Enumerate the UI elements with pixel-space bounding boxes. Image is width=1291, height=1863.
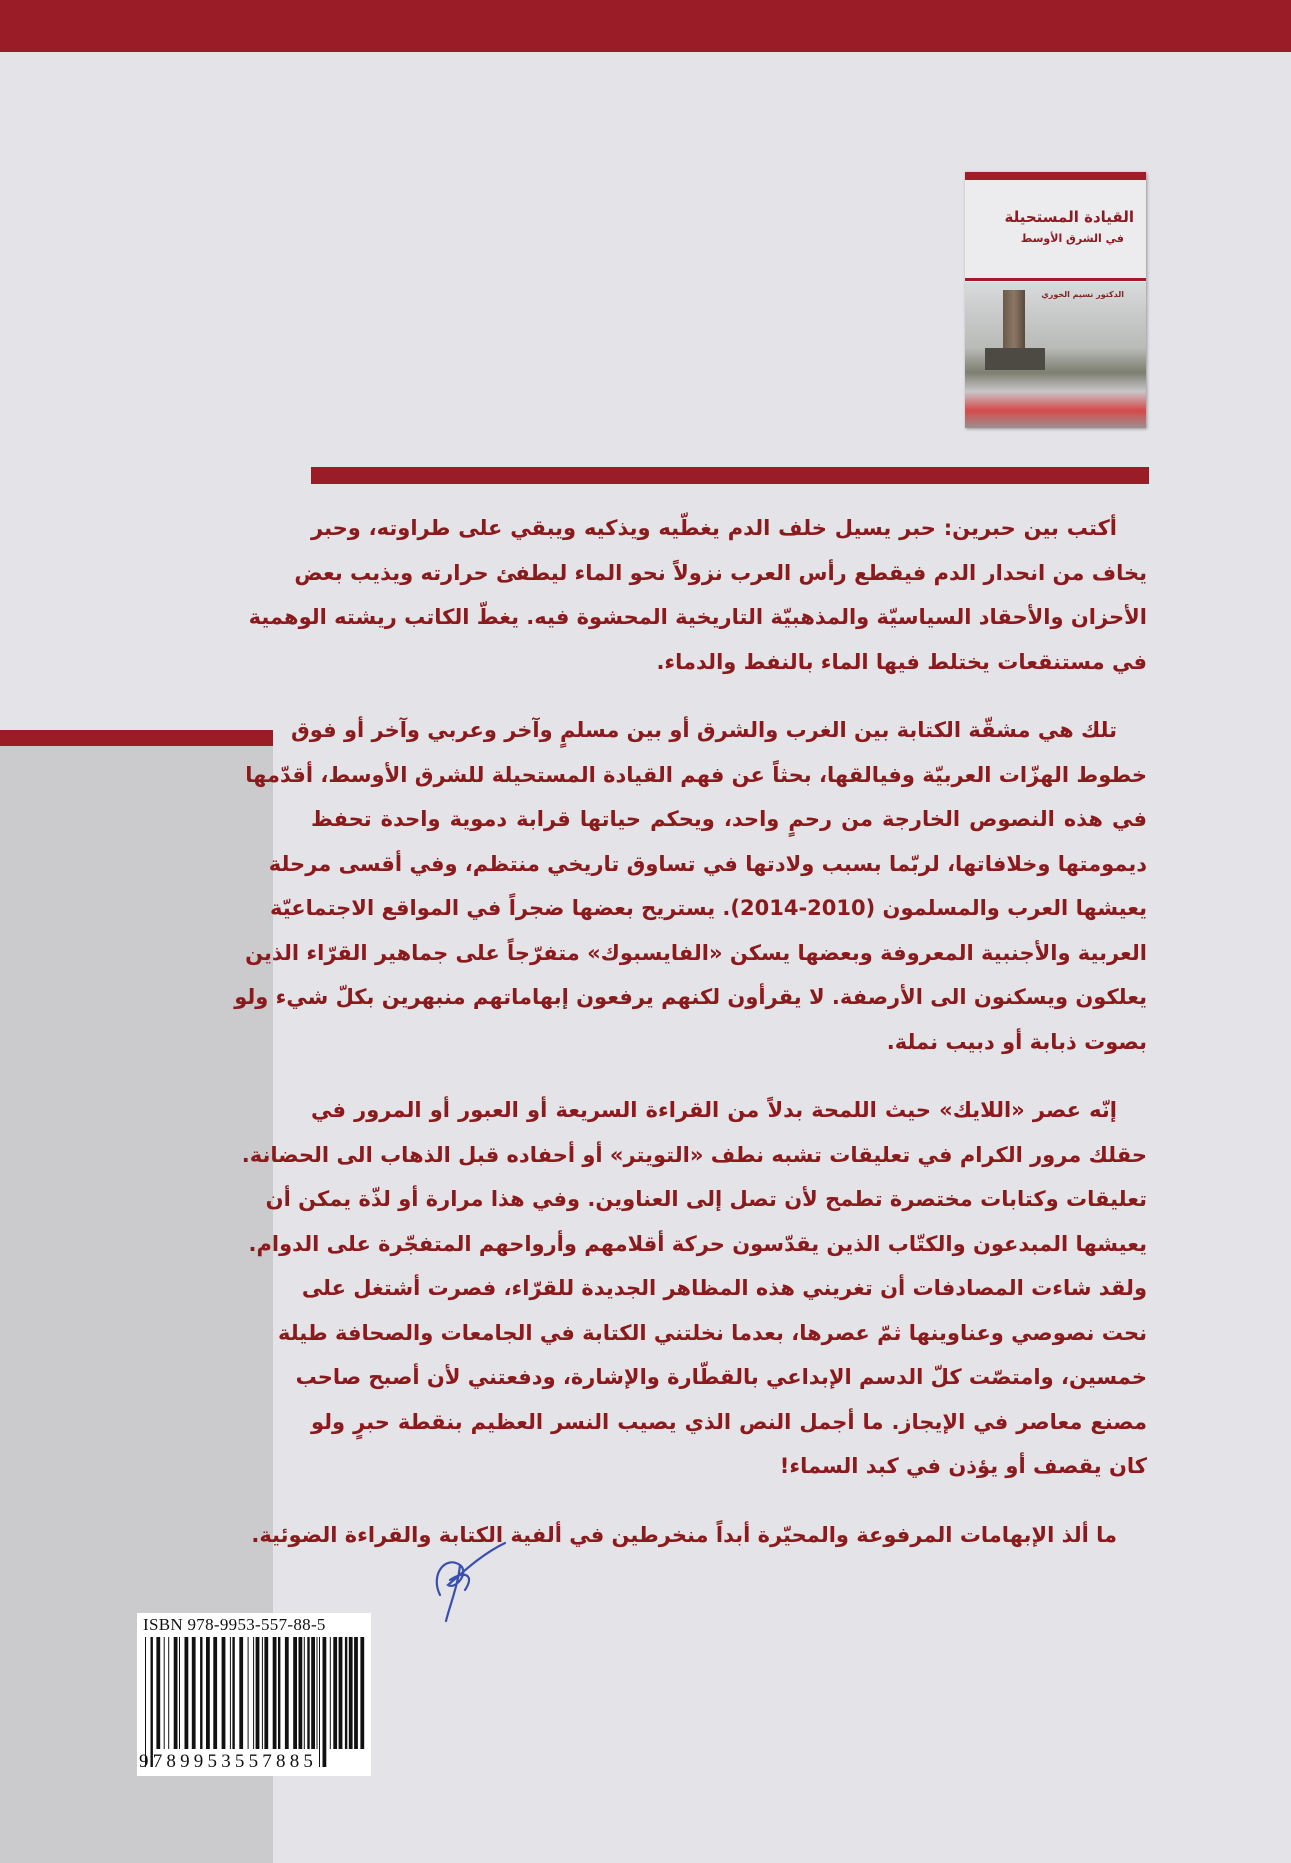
barcode-bar xyxy=(304,1637,305,1749)
barcode-bar xyxy=(293,1637,297,1749)
text-line: إنّه عصر «اللايك» حيث اللمحة بدلاً من القراءة السريعة أو العبور أو المرور في xyxy=(311,1098,1117,1122)
text-line: بصوت ذبابة أو دبيب نملة. xyxy=(886,1029,1147,1054)
barcode-bar xyxy=(151,1637,153,1767)
thumbnail-divider xyxy=(965,278,1146,281)
text-line: مصنع معاصر في الإيجاز. ما أجمل النص الذي يصيب النسر العظيم بنقطة حبرٍ ولو xyxy=(311,1409,1147,1434)
barcode-bar xyxy=(256,1637,260,1749)
text-line: خمسين، وامتصّت كلّ الدسم الإبداعي بالقطّارة والإشارة، ودفعتني لأن أصبح صاحب xyxy=(295,1365,1147,1389)
text-line: ديمومتها وخلافاتها، لربّما بسبب ولادتها في تساوق تاريخي منتظم، وفي أقسى مرحلة xyxy=(268,851,1147,876)
barcode-bar xyxy=(317,1637,318,1749)
oil-rig-platform-image xyxy=(985,348,1045,370)
barcode-bar xyxy=(339,1637,343,1749)
blurb-text xyxy=(234,506,1147,1581)
text-line: أكتب بين حبرين: حبر يسيل خلف الدم يغطّيه ويذكيه ويبقي على طراوته، وحبر xyxy=(311,516,1117,540)
barcode-bar xyxy=(360,1637,364,1749)
barcode-bar xyxy=(262,1637,263,1749)
barcode-bar xyxy=(192,1637,196,1749)
isbn-label: ISBN 978-9953-557-88-5 xyxy=(143,1615,326,1634)
barcode-bar xyxy=(307,1637,309,1749)
text-line: كان يقصف أو يؤذن في كبد السماء! xyxy=(779,1454,1147,1478)
barcode-bar xyxy=(185,1637,189,1749)
barcode-bar xyxy=(222,1637,226,1749)
barcode-bar xyxy=(168,1637,169,1749)
barcode-bar xyxy=(213,1637,217,1749)
barcode-bar xyxy=(200,1637,202,1749)
barcode-bars xyxy=(143,1637,365,1767)
barcode-bar xyxy=(273,1637,277,1749)
barcode-bar xyxy=(264,1637,268,1749)
barcode-bar xyxy=(330,1637,331,1749)
thumbnail-top-band xyxy=(965,172,1146,180)
barcode-bar xyxy=(145,1637,146,1767)
text-line: تلك هي مشقّة الكتابة بين الغرب والشرق أو بين مسلمٍ وآخر وعربي وآخر أو فوق xyxy=(290,718,1117,742)
barcode-bar xyxy=(299,1637,303,1749)
book-cover-thumbnail xyxy=(965,172,1146,428)
paragraph xyxy=(234,708,1147,1064)
text-line: يعيشها المبدعون والكتّاب الذين يقدّسون حركة أقلامهم وأرواحهم المتفجّرة على الدوام. xyxy=(248,1231,1147,1256)
barcode-bar xyxy=(156,1637,160,1749)
thumbnail-subtitle: في الشرق الأوسط xyxy=(1020,232,1124,245)
text-line: ما ألذ الإبهامات المرفوعة والمحيّرة أبداً منخرطين في ألفية الكتابة والقراءة الضوئية. xyxy=(251,1522,1117,1547)
text-line: نحت نصوصي وعناوينها ثمّ عصرها، بعدما نخلتني الكتابة في الجامعات والصحافة طيلة xyxy=(278,1320,1147,1345)
paragraph xyxy=(248,506,1147,684)
text-line: الأحزان والأحقاد السياسيّة والمذهبيّة التاريخية المحشوة فيه. يغطّ الكاتب ريشته الوهمية xyxy=(248,605,1147,629)
barcode-bar xyxy=(323,1637,327,1767)
barcode-bar xyxy=(333,1637,337,1749)
paragraph xyxy=(241,1088,1147,1489)
barcode-bar xyxy=(354,1637,358,1749)
barcode-bar xyxy=(248,1637,249,1749)
barcode-bar xyxy=(230,1637,231,1749)
barcode-bar xyxy=(239,1637,243,1749)
barcode-bar xyxy=(179,1637,180,1749)
barcode-bar xyxy=(311,1637,315,1749)
text-line: في هذه النصوص الخارجة من رحمٍ واحد، ويحكم حياتها قرابة دموية واحدة تحفظ xyxy=(311,807,1147,831)
text-line: يخاف من انحدار الدم فيقطع رأس العرب نزولاً نحو الماء ليطفئ حرارته ويذيب بعض xyxy=(294,560,1147,585)
barcode-bar xyxy=(232,1637,234,1749)
barcode-bar xyxy=(349,1637,353,1749)
text-line: العربية والأجنبية المعروفة وبعضها يسكن «الفايسبوك» متفرّجاً على جماهير القرّاء الذين xyxy=(245,940,1147,965)
author-signature xyxy=(420,1535,510,1625)
isbn-digits: 9789953557885 xyxy=(139,1751,318,1772)
barcode-bar xyxy=(319,1637,320,1767)
top-red-band xyxy=(0,0,1291,52)
text-line: يعيشها العرب والمسلمون (2010-2014). يستريح بعضها ضجراً في المواقع الاجتماعيّة xyxy=(269,896,1147,920)
isbn-barcode xyxy=(137,1613,371,1776)
barcode-bar xyxy=(164,1637,165,1749)
text-line: حقلك مرور الكرام في تعليقات تشبه نطف «التويتر» أو أحفاده قبل الذهاب الى الحضانة. xyxy=(241,1142,1147,1167)
red-divider-bar xyxy=(311,467,1149,484)
text-line: تعليقات وكتابات مختصرة تطمح لأن تصل إلى العناوين. وفي هذا مرارة أو لذّة يمكن أن xyxy=(265,1187,1147,1211)
thumbnail-title: القيادة المستحيلة xyxy=(1004,208,1134,226)
barcode-bar xyxy=(278,1637,280,1749)
barcode-bar xyxy=(253,1637,254,1749)
barcode-bar xyxy=(174,1637,178,1749)
barcode-bar xyxy=(345,1637,347,1749)
text-line: خطوط الهزّات العربيّة وفيالقها، بحثاً عن فهم القيادة المستحيلة للشرق الأوسط، أقدّمها xyxy=(245,762,1147,787)
text-line: في مستنقعات يختلط فيها الماء بالنفط والدماء. xyxy=(656,649,1147,674)
text-line: يعلكون ويسكنون الى الأرصفة. لا يقرأون لكنهم يرفعون إبهاماتهم منبهرين بكلّ شيء ولو xyxy=(234,985,1147,1009)
barcode-bar xyxy=(206,1637,210,1749)
thumbnail-author: الدكتور نسيم الخوري xyxy=(1041,290,1124,299)
barcode-bar xyxy=(285,1637,289,1749)
text-line: ولقد شاءت المصادفات أن تغريني هذه المظاهر الجديدة للقرّاء، فصرت أشتغل على xyxy=(301,1276,1147,1300)
